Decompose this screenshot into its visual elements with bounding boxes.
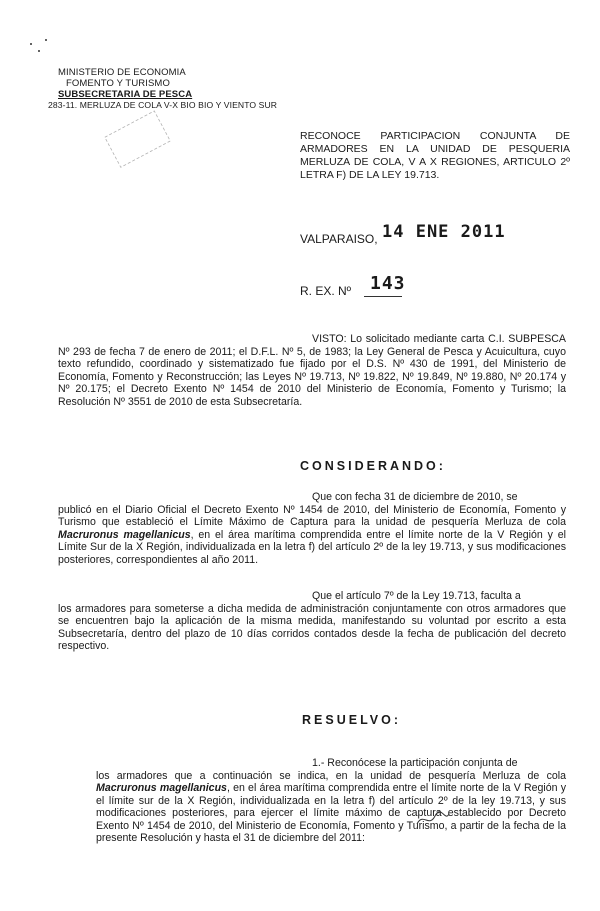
handwritten-initial-mark <box>415 808 451 830</box>
letterhead <box>48 67 298 111</box>
scan-speck <box>30 43 32 45</box>
considerando-1-lead: Que con fecha 31 de diciembre de 2010, se <box>312 491 518 503</box>
considerando-1-text-b: , en el área marítima comprendida entre el límite norte de la V Región y el Límite Sur de la X Región, individualizada en la letra f) del artículo 2º de la ley 19.713, y sus modificaciones posteriores, correspondientes al año 2011. <box>58 528 567 566</box>
date-city: VALPARAISO, <box>300 232 378 246</box>
resolution-number: 143 <box>370 273 406 294</box>
department-name: SUBSECRETARIA DE PESCA <box>58 89 193 100</box>
resuelvo-1-species: Macruronus magellanicus <box>96 782 227 794</box>
visto-text: Lo solicitado mediante carta C.I. SUBPESCA Nº 293 de fecha 7 de enero de 2011; el D.F.L. Nº 5, de 1983; la Ley General de Pesca y Acuicultura, cuyo texto refundido, coordinado y sistematizado fue fijado por el D.S. Nº 430 de 1991, del Ministerio de Economía, Fomento y Reconstrucción; las Leyes Nº 19.713, Nº 19.822, Nº 19.849, Nº 19.880, Nº 20.174 y Nº 20.175; el Decreto Exento Nº 1454 de 2010 del Ministerio de Economía, Fomento y Turismo; la Resolución Nº 3551 de 2010 de esta Subsecretaría. <box>58 333 566 408</box>
date-stamp: 14 ENE 2011 <box>382 222 506 242</box>
considerando-2-lead: Que el artículo 7º de la Ley 19.713, faculta a <box>312 590 521 602</box>
visto-paragraph <box>58 333 566 408</box>
file-reference: 283-11. MERLUZA DE COLA V-X BIO BIO Y VIENTO SUR <box>48 100 278 110</box>
considerando-2-text: los armadores para someterse a dicha medida de administración conjuntamente con otros armadores que se encuentren bajo la aplicación de la misma medida, manifestando su voluntad por escrito a esta Subsecretaría, dentro del plazo de 10 días corridos contados desde la fecha de publicación del decreto respectivo. <box>58 602 566 652</box>
approval-stamp <box>102 108 174 171</box>
resuelvo-heading: RESUELVO: <box>302 713 401 727</box>
considerando-1-species: Macruronus magellanicus <box>58 528 191 541</box>
resolution-subject: RECONOCE PARTICIPACION CONJUNTA DE ARMADORES EN LA UNIDAD DE PESQUERIA MERLUZA DE COLA, V A X REGIONES, ARTICULO 2º LETRA F) DE LA LEY 19.713. <box>300 130 570 181</box>
ministry-subname: FOMENTO Y TURISMO <box>66 78 170 89</box>
resolution-number-underline <box>364 296 402 297</box>
considerando-paragraph-1 <box>58 491 566 566</box>
resuelvo-1-text-a: los armadores que a continuación se indica, en la unidad de pesquería Merluza de cola <box>96 769 566 782</box>
resuelvo-1-text-b: , en el área marítima comprendida entre el límite norte de la V Región y el límite sur de la X Región, individualizada en la letra f) del artículo 2º de la ley 19.713, y sus modificaciones posteriores, para ejercer el límite máximo de captura establecido por Decreto Exento Nº 1454 de 2010, del Ministerio de Economía, Fomento y Turismo, a partir de la fecha de la presente Resolución y hasta el 31 de diciembre del 2011: <box>96 782 567 844</box>
resuelvo-item-1 <box>96 757 566 845</box>
considerando-heading: CONSIDERANDO: <box>300 459 446 473</box>
resolution-label: R. EX. Nº <box>300 284 352 298</box>
resuelvo-1-lead: 1.- Reconócese la participación conjunta de <box>312 757 518 769</box>
considerando-paragraph-2 <box>58 590 566 653</box>
ministry-name: MINISTERIO DE ECONOMIA <box>58 67 186 78</box>
scan-speck <box>38 50 40 52</box>
visto-label: VISTO: <box>312 333 347 345</box>
scan-speck <box>45 39 47 41</box>
considerando-1-text-a: publicó en el Diario Oficial el Decreto Exento Nº 1454 de 2010, del Ministerio de Economía, Fomento y Turismo que estableció el Límite Máximo de Captura para la unidad de pesquería Merluza de cola <box>58 503 566 528</box>
stamp-outline <box>102 108 174 171</box>
